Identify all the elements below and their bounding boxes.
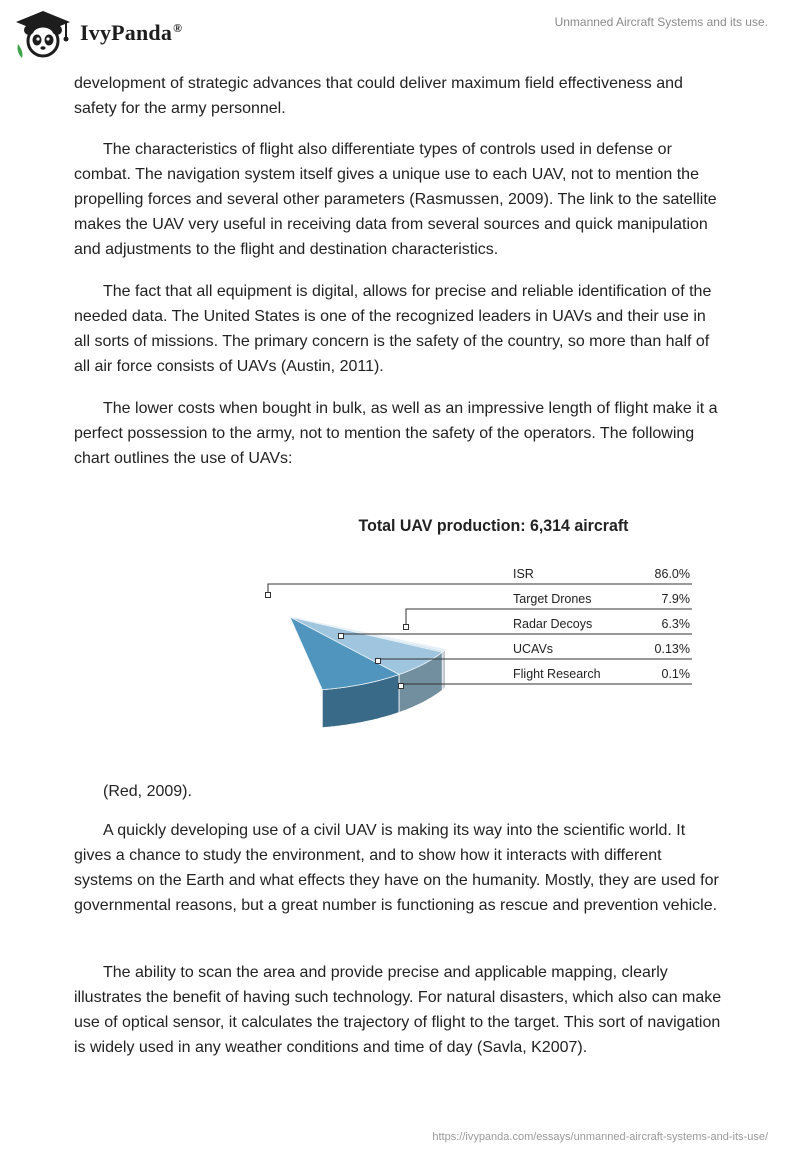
brand-name: IvyPanda® xyxy=(80,20,183,45)
leader-line-1 xyxy=(406,609,455,627)
paragraph-block-1 xyxy=(74,137,724,262)
leader-marker-1 xyxy=(404,625,409,630)
paragraph: development of strategic advances that could deliver maximum field effectiveness and safety for the army personnel. xyxy=(74,75,683,117)
leader-marker-0 xyxy=(266,593,271,598)
legend-value-4: 0.1% xyxy=(661,667,690,681)
legend-value-0: 86.0% xyxy=(654,567,690,581)
paragraph-block-0 xyxy=(74,71,724,121)
header xyxy=(0,0,800,70)
footer-url[interactable]: https://ivypanda.com/essays/unmanned-aircraft-systems-and-its-use/ xyxy=(432,1131,768,1143)
chart-citation: (Red, 2009). xyxy=(103,783,192,800)
chart-title: Total UAV production: 6,314 aircraft xyxy=(358,516,629,536)
paragraph-block-2 xyxy=(74,279,724,379)
leader-marker-4 xyxy=(399,684,404,689)
citation-block xyxy=(74,779,724,804)
legend-label-2: Radar Decoys xyxy=(513,617,593,631)
leader-marker-2 xyxy=(339,634,344,639)
panda-logo-icon xyxy=(14,8,72,58)
legend-label-3: UCAVs xyxy=(513,642,554,656)
paragraph: The fact that all equipment is digital, allows for precise and reliable identification of the needed data. The United States is one of the recognized leaders in UAVs and their use in all sorts of missions. The primary concern is the safety of the country, so more than half of all air force consists of UAVs (Austin, 2011). xyxy=(74,283,712,375)
paragraph-block-3 xyxy=(74,396,724,471)
legend-value-3: 0.13% xyxy=(654,642,690,656)
paragraph: The characteristics of flight also differentiate types of controls used in defense or combat. The navigation system itself gives a unique use to each UAV, not to mention the propelling forces and several other parameters (Rasmussen, 2009). The link to the satellite makes the UAV very useful in receiving data from several sources and quick manipulation and adjustments to the flight and destination characteristics. xyxy=(74,141,717,258)
paragraph-block-5 xyxy=(74,960,724,1060)
paragraph: The lower costs when bought in bulk, as well as an impressive length of flight make it a perfect possession to the army, not to mention the safety of the operators. The following chart outlines the use of UAVs: xyxy=(74,400,718,467)
legend-value-2: 6.3% xyxy=(661,617,690,631)
document-title: Unmanned Aircraft Systems and its use. xyxy=(554,15,768,29)
legend-value-1: 7.9% xyxy=(661,592,690,606)
leader-marker-3 xyxy=(376,659,381,664)
leader-line-0 xyxy=(268,584,455,595)
uav-production-pie-chart xyxy=(100,505,720,740)
legend-label-1: Target Drones xyxy=(513,592,592,606)
legend-label-4: Flight Research xyxy=(513,667,601,681)
paragraph: A quickly developing use of a civil UAV is making its way into the scientific world. It gives a chance to study the environment, and to show how it interacts with different systems on the Earth and what effects they have on the humanity. Mostly, they are used for governmental reasons, but a great number is functioning as rescue and prevention vehicle. xyxy=(74,822,719,914)
logo[interactable] xyxy=(14,8,182,58)
paragraph: The ability to scan the area and provide precise and applicable mapping, clearly illustrates the benefit of having such technology. For natural disasters, which also can make use of optical sensor, it calculates the trajectory of flight to the target. This sort of navigation is widely used in any weather conditions and time of day (Savla, K2007). xyxy=(74,964,722,1056)
paragraph-block-4 xyxy=(74,818,724,918)
pie-side-4 xyxy=(444,650,446,689)
legend-label-0: ISR xyxy=(513,567,534,581)
